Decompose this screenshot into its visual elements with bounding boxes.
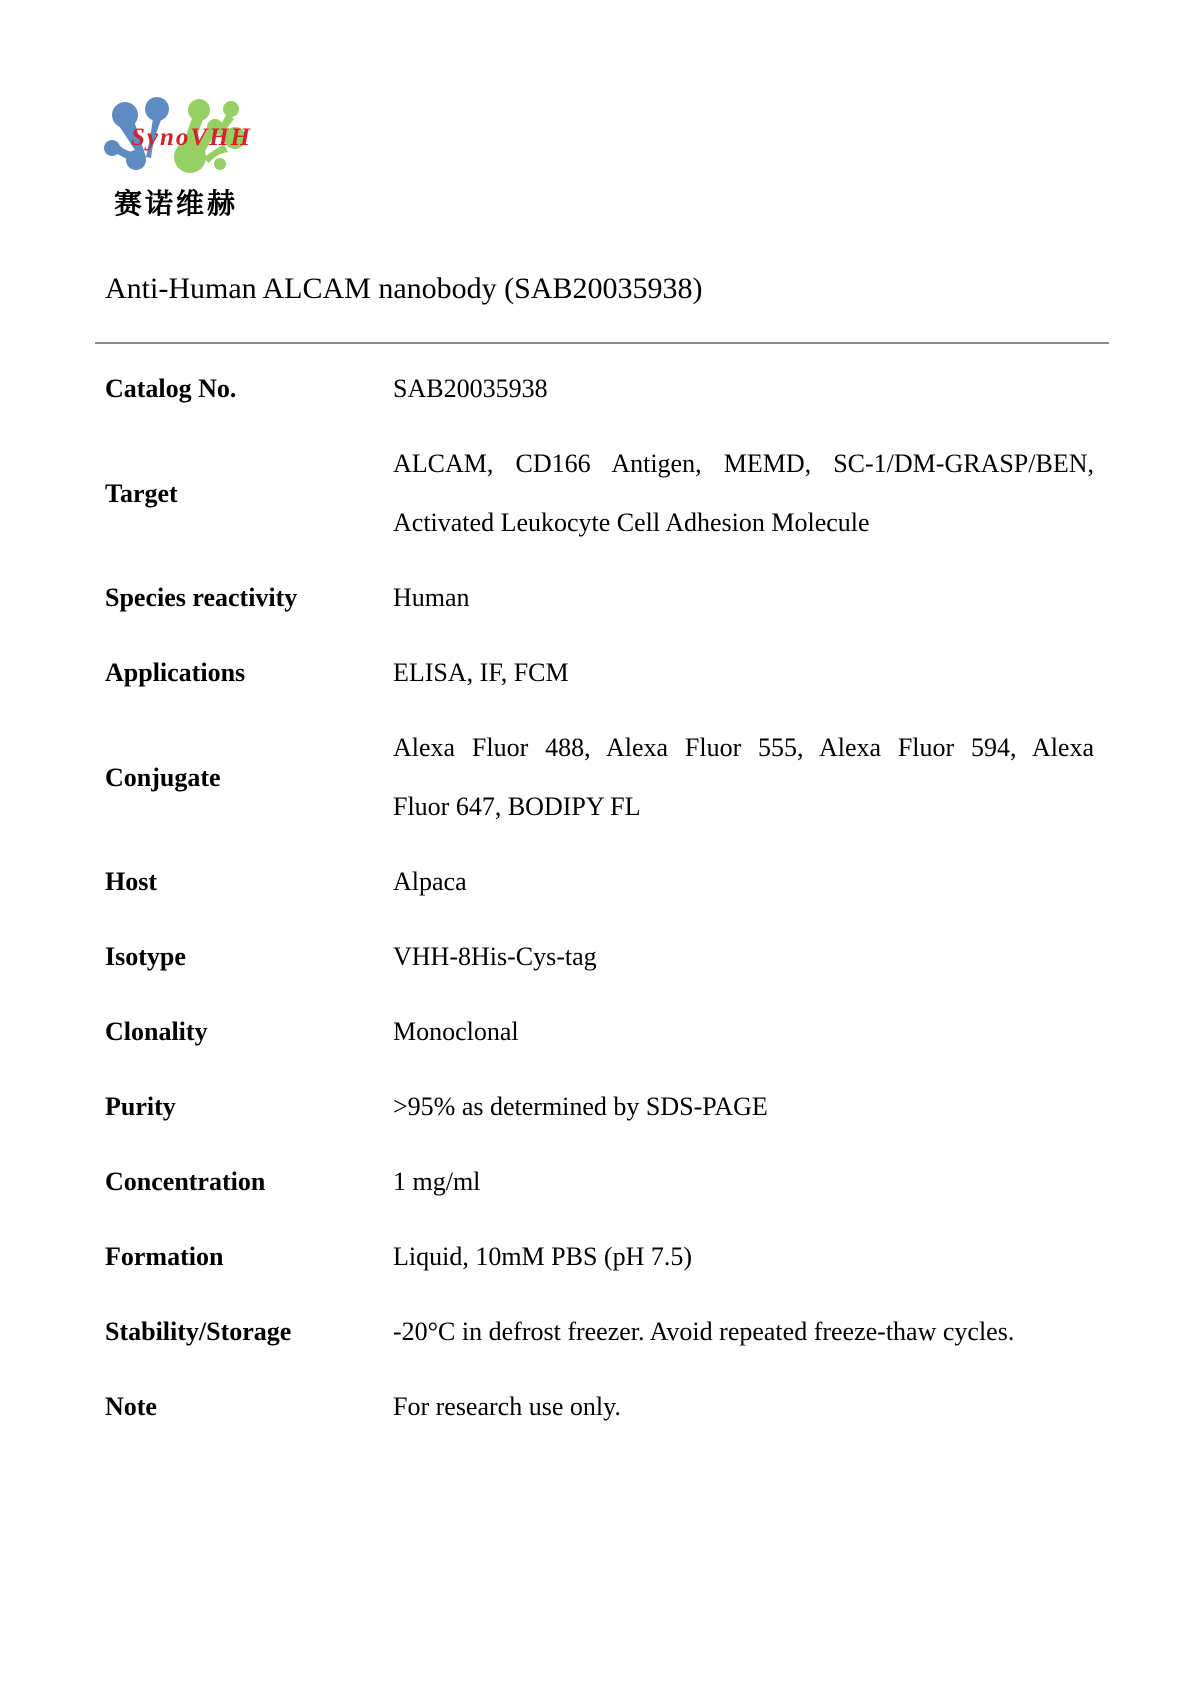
spec-value xyxy=(393,359,1094,418)
brand-logo xyxy=(103,96,263,184)
spec-label: Applications xyxy=(105,658,246,687)
spec-row xyxy=(105,710,1094,844)
spec-label: Host xyxy=(105,867,157,896)
title-divider xyxy=(95,342,1109,344)
spec-row xyxy=(105,1219,1094,1294)
spec-value xyxy=(393,1377,1094,1436)
spec-label-cell xyxy=(105,568,393,627)
spec-value-line: Human xyxy=(393,583,470,612)
spec-row xyxy=(105,1294,1094,1369)
spec-label: Conjugate xyxy=(105,762,221,792)
brand-script-text: SynoVHH xyxy=(131,124,252,151)
spec-value xyxy=(393,1227,1094,1286)
spec-value xyxy=(393,927,1094,986)
spec-label-cell xyxy=(105,1152,393,1211)
spec-label: Note xyxy=(105,1392,157,1421)
spec-row xyxy=(105,994,1094,1069)
page-title: Anti-Human ALCAM nanobody (SAB20035938) xyxy=(105,272,703,305)
spec-label: Concentration xyxy=(105,1167,266,1196)
spec-value xyxy=(393,1002,1094,1061)
spec-label-cell xyxy=(105,359,393,418)
spec-value-line: Alpaca xyxy=(393,867,467,896)
spec-label: Isotype xyxy=(105,942,186,971)
spec-label: Clonality xyxy=(105,1017,208,1046)
spec-value xyxy=(393,434,1094,552)
spec-label-cell xyxy=(105,927,393,986)
spec-row xyxy=(105,1369,1094,1444)
spec-value xyxy=(393,718,1094,836)
spec-row xyxy=(105,919,1094,994)
spec-value xyxy=(393,1077,1094,1136)
spec-label: Species reactivity xyxy=(105,583,298,612)
spec-value-line: ELISA, IF, FCM xyxy=(393,658,569,687)
spec-value-line: VHH-8His-Cys-tag xyxy=(393,942,597,971)
spec-row xyxy=(105,426,1094,560)
spec-value xyxy=(393,852,1094,911)
spec-value-line: -20°C in defrost freezer. Avoid repeated freeze-thaw cycles. xyxy=(393,1317,1015,1346)
spec-row xyxy=(105,351,1094,426)
spec-label: Target xyxy=(105,478,178,508)
spec-value xyxy=(393,643,1094,702)
spec-value-line: ALCAM, CD166 Antigen, MEMD, SC-1/DM-GRASP/BEN, xyxy=(393,449,1094,478)
spec-label: Stability/Storage xyxy=(105,1317,292,1346)
spec-label-cell xyxy=(105,1377,393,1436)
spec-value-line: Liquid, 10mM PBS (pH 7.5) xyxy=(393,1242,693,1271)
spec-value-line: >95% as determined by SDS-PAGE xyxy=(393,1092,768,1121)
spec-value-line: 1 mg/ml xyxy=(393,1167,481,1196)
spec-row xyxy=(105,1144,1094,1219)
spec-row xyxy=(105,560,1094,635)
spec-label-cell xyxy=(105,1077,393,1136)
brand-name-cn: 赛诺维赫 xyxy=(114,188,239,219)
spec-label-cell xyxy=(105,643,393,702)
spec-label: Catalog No. xyxy=(105,374,237,403)
spec-label-cell xyxy=(105,1002,393,1061)
spec-value xyxy=(393,1152,1094,1211)
spec-row xyxy=(105,844,1094,919)
spec-table xyxy=(105,351,1094,1444)
spec-row xyxy=(105,1069,1094,1144)
spec-label-cell xyxy=(105,718,393,836)
spec-value xyxy=(393,568,1094,627)
spec-value-line: Monoclonal xyxy=(393,1017,519,1046)
spec-label-cell xyxy=(105,1227,393,1286)
spec-label-cell xyxy=(105,434,393,552)
spec-value-line: For research use only. xyxy=(393,1392,621,1421)
spec-value-line: SAB20035938 xyxy=(393,374,548,403)
spec-value xyxy=(393,1302,1094,1361)
spec-value-line: Fluor 647, BODIPY FL xyxy=(393,792,641,821)
spec-row xyxy=(105,635,1094,710)
spec-value-line: Activated Leukocyte Cell Adhesion Molecule xyxy=(393,508,870,537)
spec-label: Purity xyxy=(105,1092,176,1121)
spec-label-cell xyxy=(105,1302,393,1361)
spec-label: Formation xyxy=(105,1242,224,1271)
spec-label-cell xyxy=(105,852,393,911)
spec-value-line: Alexa Fluor 488, Alexa Fluor 555, Alexa Fluor 594, Alexa xyxy=(393,733,1094,762)
